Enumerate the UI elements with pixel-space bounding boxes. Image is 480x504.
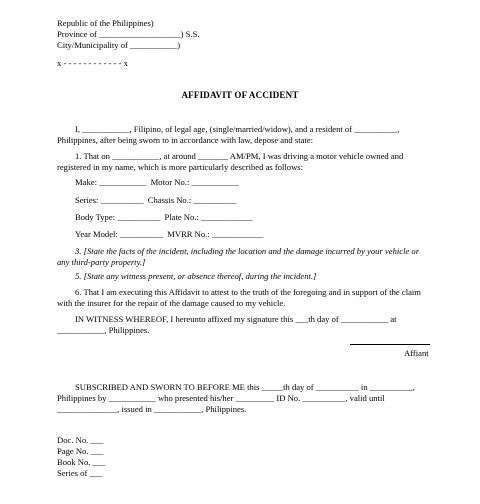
paragraph-6-line-1: 6. That I am executing this Affidavit to attest to the truth of the foregoing and in support of the claim	[75, 287, 421, 297]
caption-republic: Republic of the Philippines)	[57, 18, 154, 28]
witness-line-1: IN WITNESS WHEREOF, I hereunto affixed my signature this ___th day of ___________ at	[75, 314, 397, 324]
intro-line-2: Philippines, after being sworn to in accordance with law, depose and state:	[57, 135, 313, 145]
vehicle-series-row: Series: __________ Chassis No.: __________	[75, 195, 237, 205]
caption-province: Province of ___________________) S.S.	[57, 29, 200, 39]
vehicle-body-row: Body Type: __________ Plate No.: ____________	[75, 212, 253, 222]
jurat-line-3: ______________, issued in ___________, Philippines.	[57, 404, 247, 414]
paragraph-3-line-2: any third-party property.]	[57, 257, 146, 267]
notarial-page-no: Page No. ___	[57, 446, 104, 456]
vehicle-make-row: Make: ___________ Motor No.: ___________	[75, 177, 239, 187]
jurat-line-2: Philippines by ___________ who presented his/her _________ ID No. __________, valid until	[57, 393, 385, 403]
notarial-book-no: Book No. ___	[57, 457, 106, 467]
intro-line-1: I, ___________, Filipino, of legal age, (single/married/widow), and a resident of __________,	[75, 124, 400, 134]
paragraph-3-line-1: 3. [State the facts of the incident, including the location and the damage incurred by your vehicle or	[75, 246, 420, 256]
notarial-series: Series of ___	[57, 468, 103, 478]
vehicle-year-row: Year Model: __________ MVRR No.: ____________	[75, 229, 264, 239]
jurat-line-1: SUBSCRIBED AND SWORN TO BEFORE ME this _____th day of __________ in __________,	[75, 382, 415, 392]
affiant-label: Affiant	[404, 348, 429, 358]
signature-line	[350, 344, 430, 345]
paragraph-6-line-2: with the insurer for the repair of the damage caused to my vehicle.	[57, 298, 286, 308]
witness-line-2: ___________, Philippines.	[57, 325, 150, 335]
notarial-doc-no: Doc. No. ___	[57, 435, 104, 445]
document-title: AFFIDAVIT OF ACCIDENT	[181, 90, 299, 100]
paragraph-1-line-1: 1. That on ___________, at around _______ AM/PM, I was driving a motor vehicle owned and	[75, 151, 404, 161]
paragraph-1-line-2: registered in my name, which is more particularly described as follows:	[57, 162, 304, 172]
caption-city: City/Municipality of ___________)	[57, 40, 181, 50]
caption-separator: x - - - - - - - - - - - - x	[57, 58, 128, 68]
paragraph-5: 5. [State any witness present, or absence thereof, during the incident.]	[75, 271, 317, 281]
